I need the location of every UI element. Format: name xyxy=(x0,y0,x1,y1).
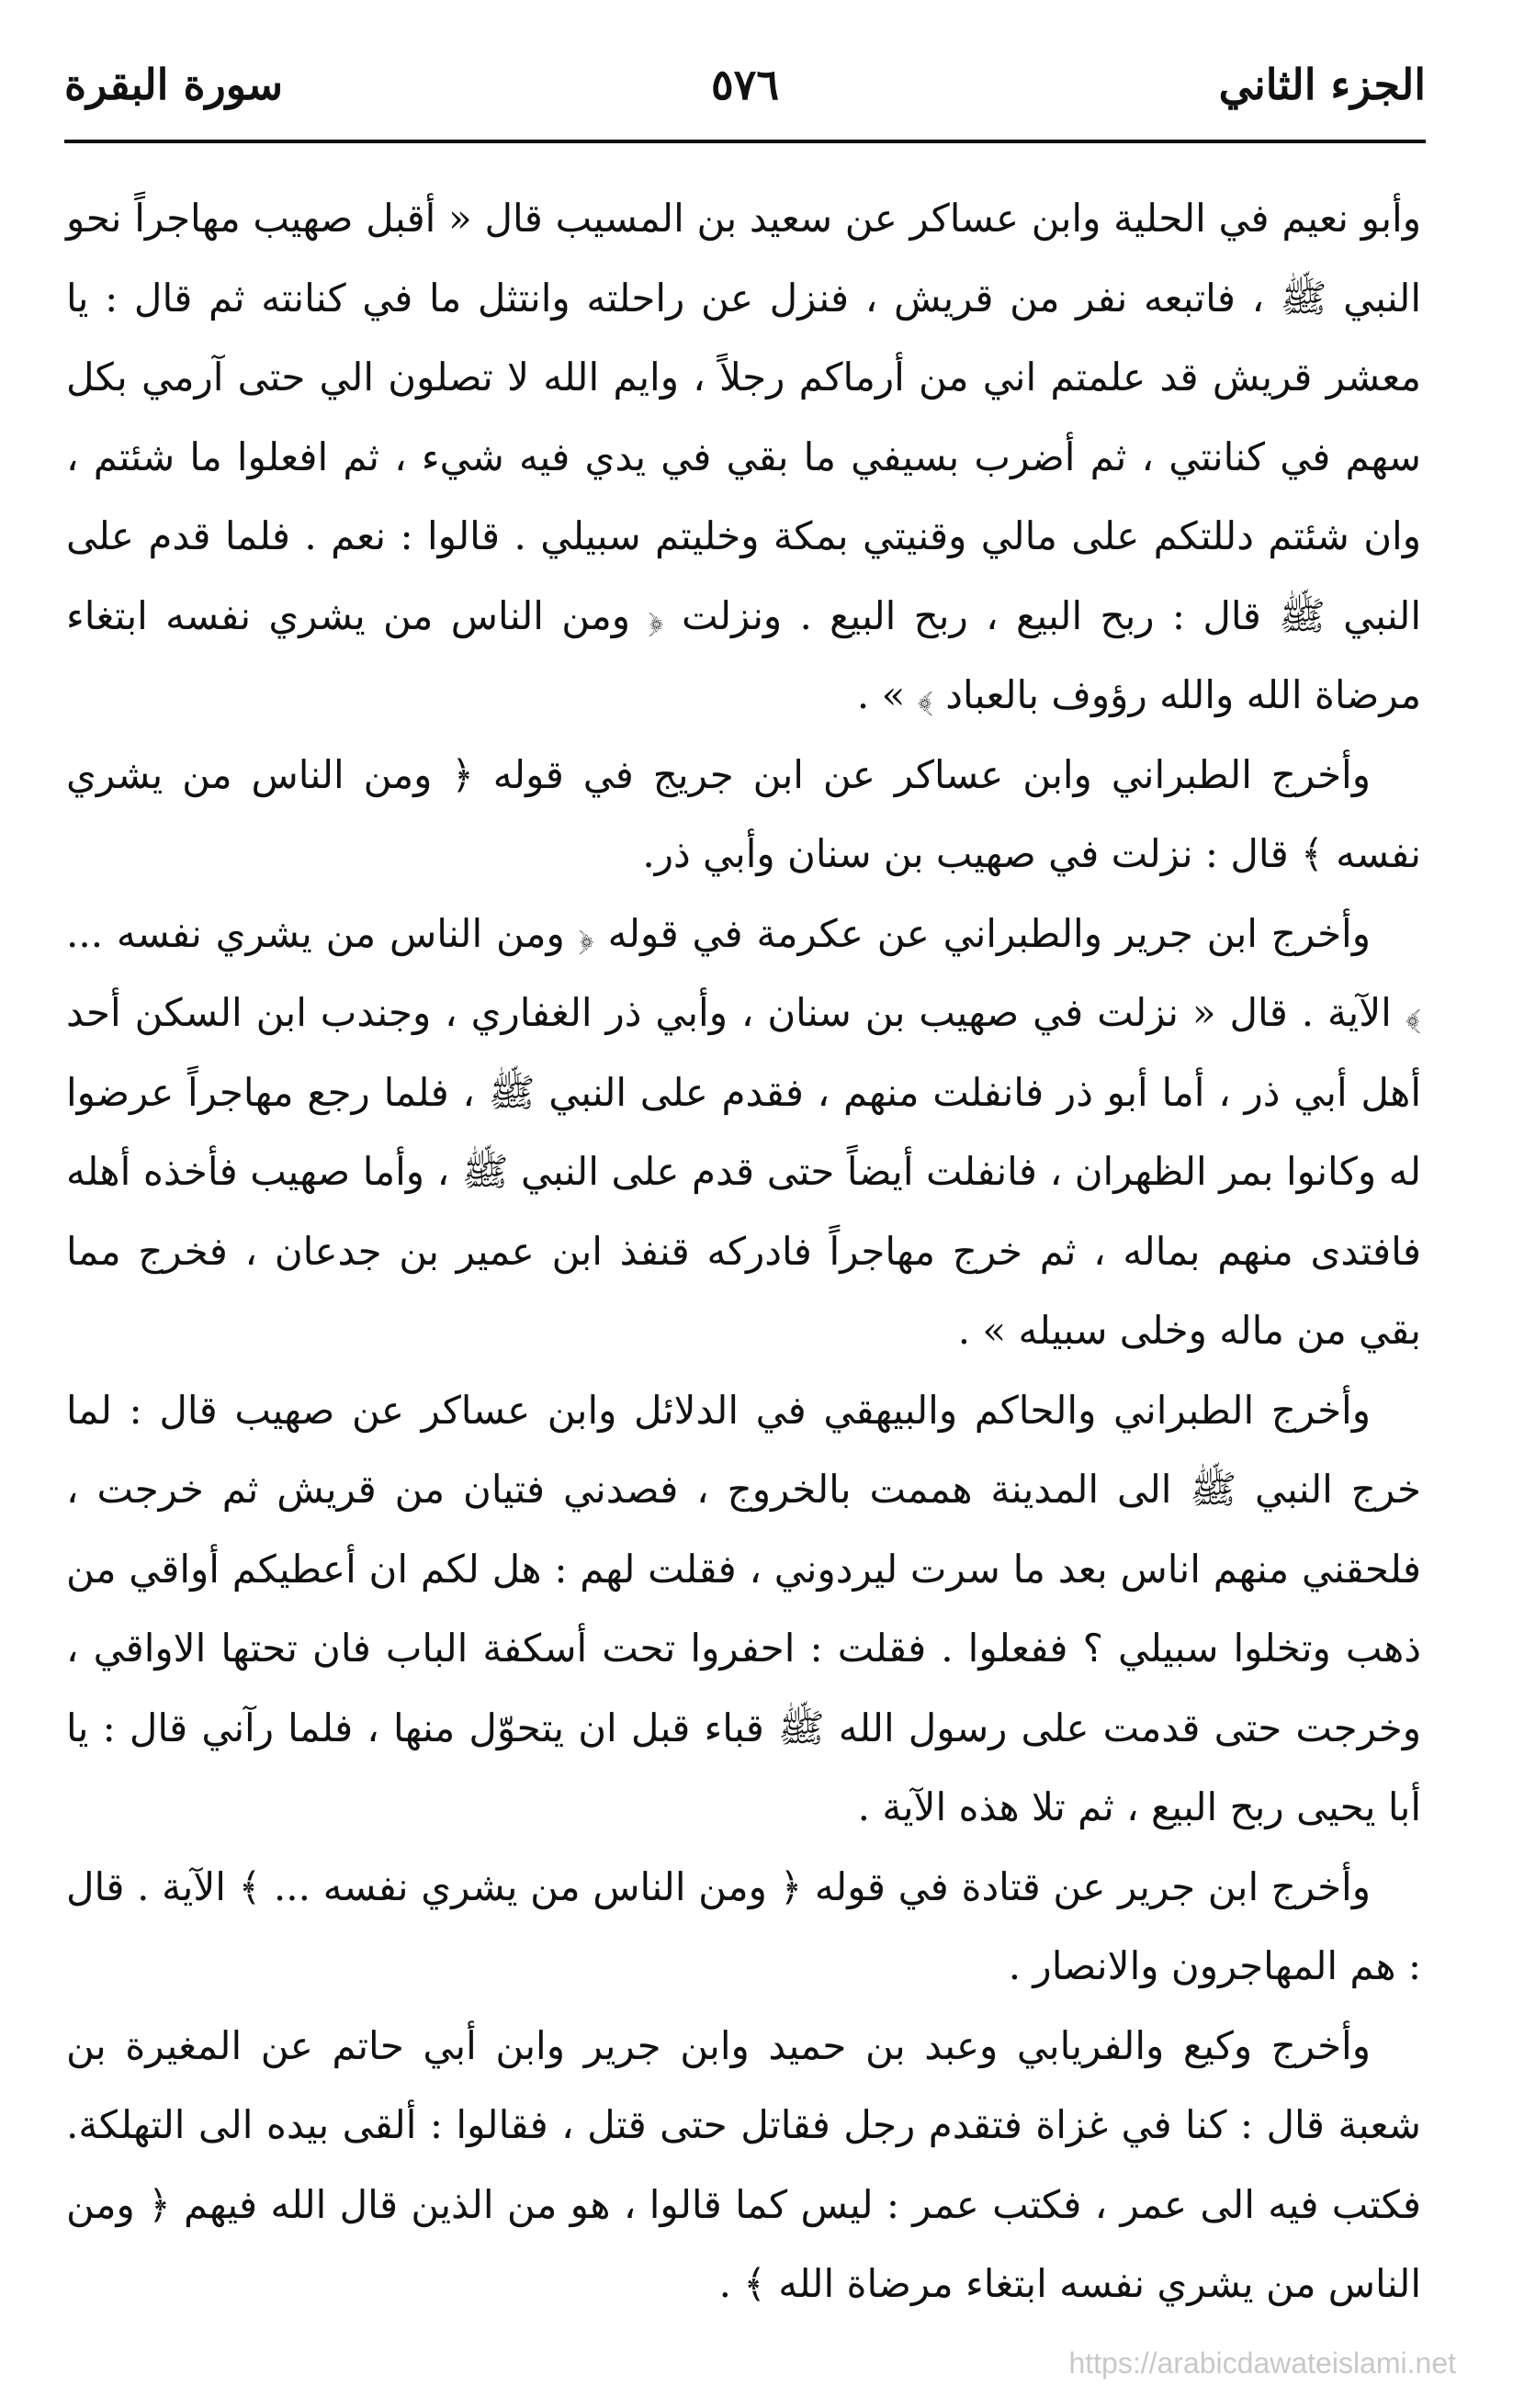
header-divider xyxy=(64,140,1426,143)
surah-title: سورة البقرة xyxy=(64,60,284,109)
paragraph-6: وأخرج وكيع والفريابي وعبد بن حميد وابن جرير وابن أبي حاتم عن المغيرة بن شعبة قال : كنا في غزاة فتقدم رجل فقاتل حتى قتل ، فقالوا : ألقى بيده الى التهلكة. فكتب فيه الى عمر ، فكتب عمر : ليس كما قالوا ، هو من الذين قال الله فيهم ﴿ ومن الناس من يشري نفسه ابتغاء مرضاة الله ﴾ . xyxy=(66,2022,1421,2306)
part-title: الجزء الثاني xyxy=(1218,60,1426,109)
paragraph-2: وأخرج الطبراني وابن عساكر عن ابن جريج في قوله ﴿ ومن الناس من يشري نفسه ﴾ قال : نزلت في صهيب بن سنان وأبي ذر. xyxy=(66,751,1421,876)
paragraph-1: وأبو نعيم في الحلية وابن عساكر عن سعيد بن المسيب قال « أقبل صهيب مهاجراً نحو النبي ﷺ ، فاتبعه نفر من قريش ، فنزل عن راحلته وانتثل ما في كنانته ثم قال : يا معشر قريش قد علمتم اني من أرماكم رجلاً ، وايم الله لا تصلون الي حتى آرمي بكل سهم في كنانتي ، ثم أضرب بسيفي ما بقي في يدي فيه شيء ، ثم افعلوا ما شئتم ، وان شئتم دللتكم على مالي وقنيتي بمكة وخليتم سبيلي . قالوا : نعم . فلما قدم على النبي ﷺ قال : ربح البيع ، ربح البيع . ونزلت ﴿ ومن الناس من يشري نفسه ابتغاء مرضاة الله والله رؤوف بالعباد ﴾ » . xyxy=(66,196,1421,717)
running-header xyxy=(64,51,1426,142)
page-number: ٥٧٦ xyxy=(710,60,780,109)
paragraph-3: وأخرج ابن جرير والطبراني عن عكرمة في قوله ﴿ ومن الناس من يشري نفسه ... ﴾ الآية . قال « نزلت في صهيب بن سنان ، وأبي ذر الغفاري ، وجندب ابن السكن أحد أهل أبي ذر ، أما أبو ذر فانفلت منهم ، فقدم على النبي ﷺ ، فلما رجع مهاجراً عرضوا له وكانوا بمر الظهران ، فانفلت أيضاً حتى قدم على النبي ﷺ ، وأما صهيب فأخذه أهله فافتدى منهم بماله ، ثم خرج مهاجراً فادركه قنفذ ابن عمير بن جدعان ، فخرج مما بقي من ماله وخلى سبيله » . xyxy=(66,910,1421,1353)
paragraph-4: وأخرج الطبراني والحاكم والبيهقي في الدلائل وابن عساكر عن صهيب قال : لما خرج النبي ﷺ الى المدينة هممت بالخروج ، فصدني فتيان من قريش ثم خرجت ، فلحقني منهم اناس بعد ما سرت ليردوني ، فقلت لهم : هل لكم ان أعطيكم أواقي من ذهب وتخلوا سبيلي ؟ ففعلوا . فقلت : احفروا تحت أسكفة الباب فان تحتها الاواقي ، وخرجت حتى قدمت على رسول الله ﷺ قباء قبل ان يتحوّل منها ، فلما رآني قال : يا أبا يحيى ربح البيع ، ثم تلا هذه الآية . xyxy=(66,1387,1421,1829)
paragraph-5: وأخرج ابن جرير عن قتادة في قوله ﴿ ومن الناس من يشري نفسه ... ﴾ الآية . قال : هم المهاجرون والانصار . xyxy=(66,1863,1421,1988)
body-text xyxy=(66,179,1421,2324)
source-watermark: https://arabicdawateislami.net xyxy=(1068,2346,1456,2380)
